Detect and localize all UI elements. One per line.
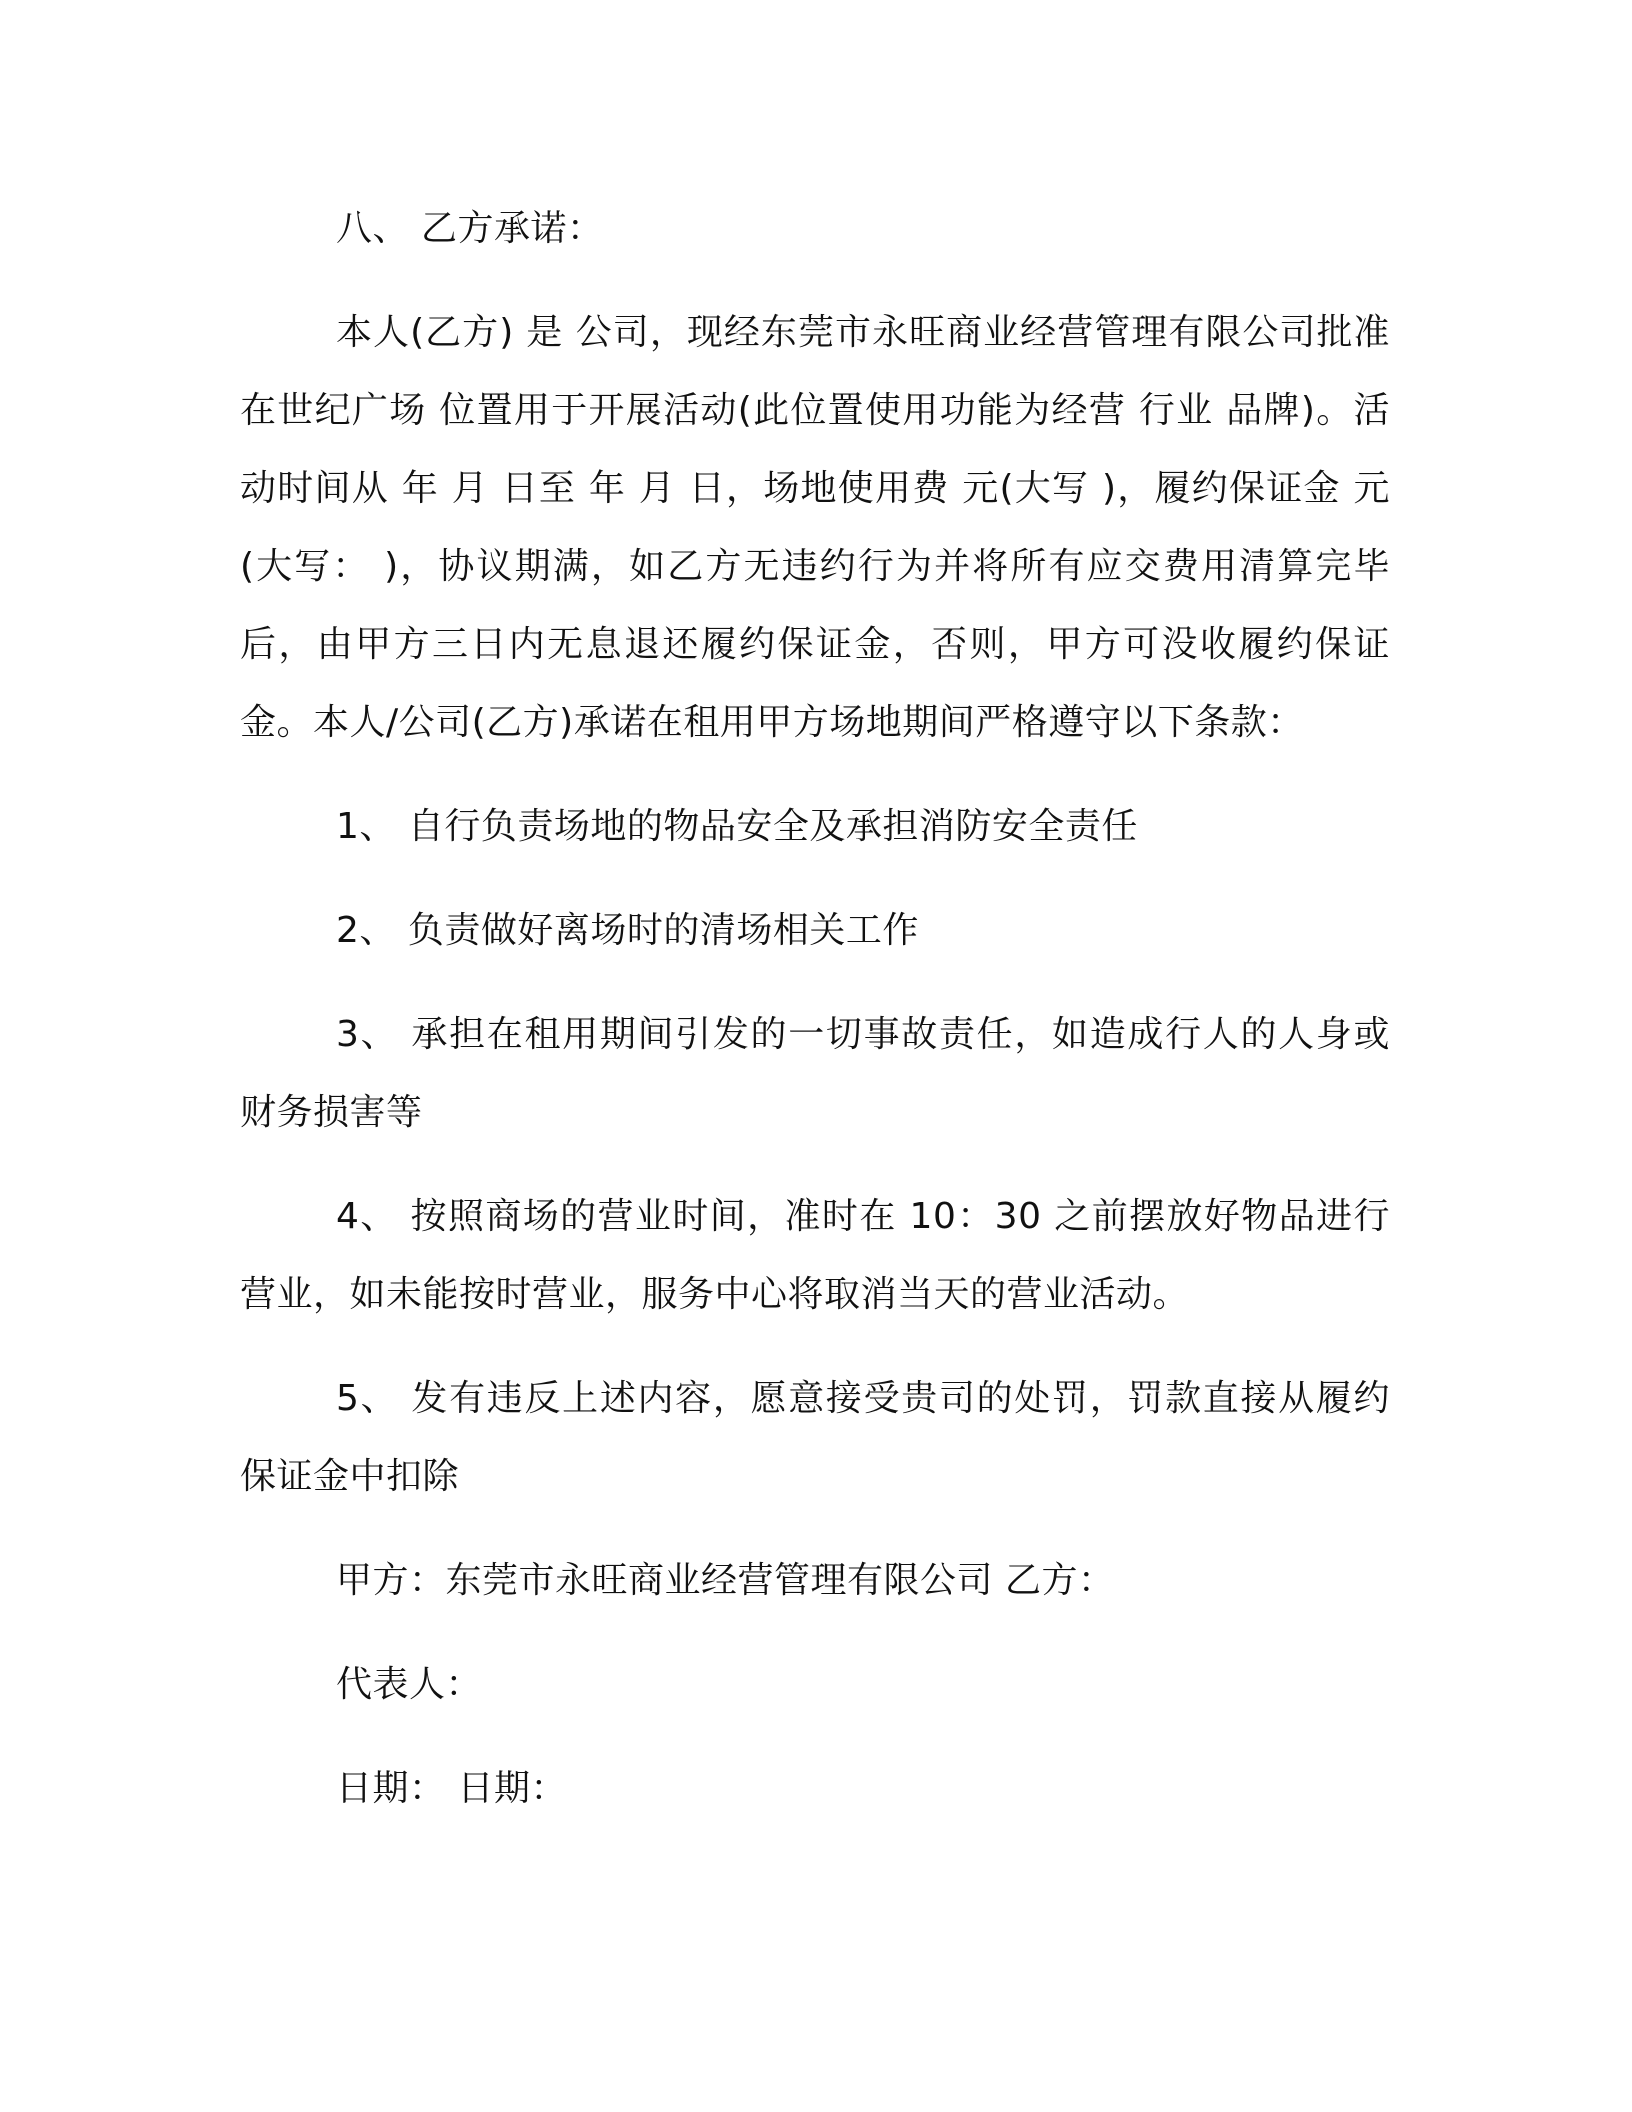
spacer [240,1724,1390,1750]
section-heading: 八、 乙方承诺： [336,208,604,249]
list-item: 1、 自行负责场地的物品安全及承担消防安全责任 [336,806,1138,847]
spacer [240,1152,1390,1178]
spacer [240,866,1390,892]
signature-representative: 代表人： [336,1664,483,1705]
spacer [240,268,1390,294]
spacer [240,970,1390,996]
document-body [240,190,1390,1828]
list-item: 4、 按照商场的营业时间，准时在 10：30 之前摆放好物品进行营业，如未能按时营业，服务中心将取消当天的营业活动。 [240,1196,1390,1315]
spacer [240,1334,1390,1360]
signature-dates: 日期： 日期： [336,1768,567,1809]
spacer [240,1620,1390,1646]
list-item: 2、 负责做好离场时的清场相关工作 [336,910,919,951]
signature-parties: 甲方：东莞市永旺商业经营管理有限公司 乙方： [336,1560,1115,1601]
list-item: 3、 承担在租用期间引发的一切事故责任，如造成行人的人身或财务损害等 [240,1014,1390,1133]
spacer [240,1516,1390,1542]
intro-paragraph: 本人(乙方) 是 公司，现经东莞市永旺商业经营管理有限公司批准在世纪广场 位置用于开展活动(此位置使用功能为经营 行业 品牌)。活动时间从 年 月 日至 年 月 日，场地使用费 元(大写 )，履约保证金 元(大写： )，协议期满，如乙方无违约行为并将所有应交费用清算完毕后，由甲方三日内无息退还履约保证金，否则，甲方可没收履约保证金。本人/公司(乙方)承诺在租用甲方场地期间严格遵守以下条款： [240,312,1390,743]
list-item: 5、 发有违反上述内容，愿意接受贵司的处罚，罚款直接从履约保证金中扣除 [240,1378,1390,1497]
spacer [240,762,1390,788]
